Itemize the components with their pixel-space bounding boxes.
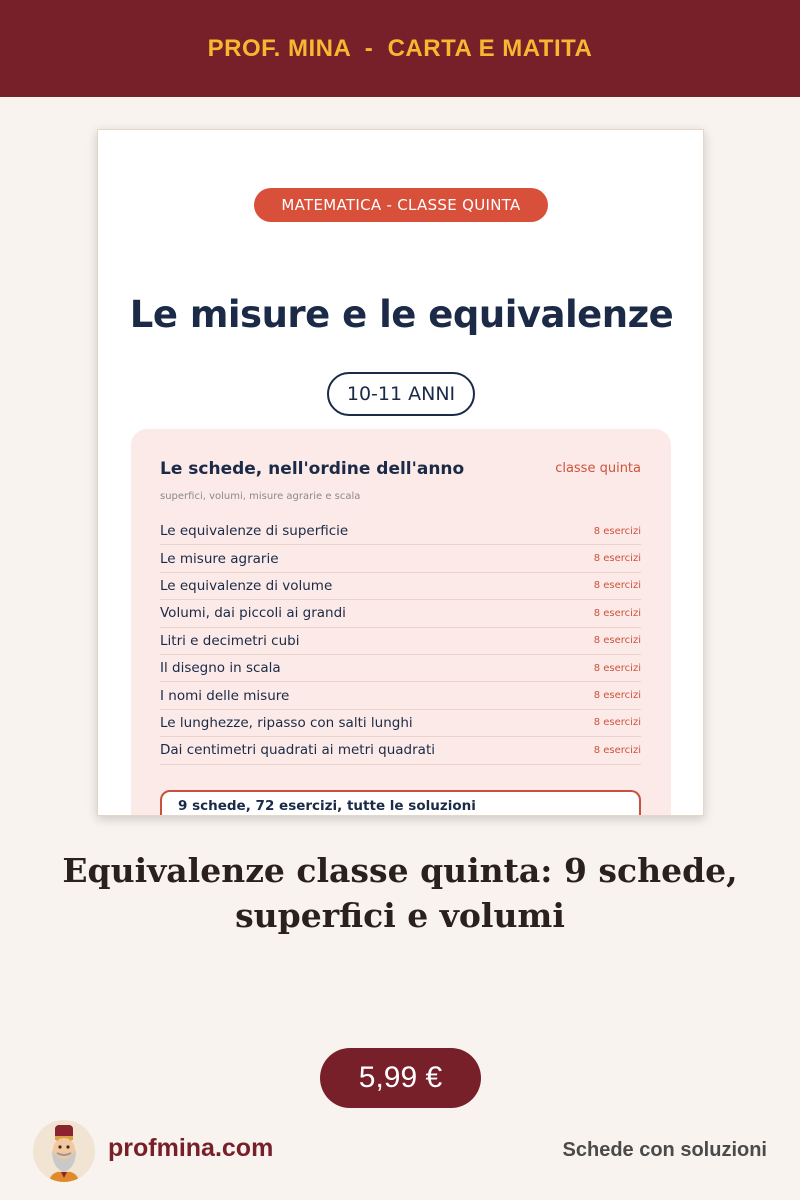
worksheet-name: Litri e decimetri cubi [160,632,300,649]
worksheet-name: I nomi delle misure [160,687,290,704]
summary-text: 9 schede, 72 esercizi, tutte le soluzioni [178,798,476,814]
worksheet-name: Le misure agrarie [160,550,279,567]
top-banner [0,0,800,97]
worksheet-name: Il disegno in scala [160,660,281,677]
list-item [160,573,641,600]
footer-note: Schede con soluzioni [562,1139,767,1161]
summary-box [160,790,641,816]
list-item [160,545,641,572]
worksheet-name: Volumi, dai piccoli ai grandi [160,605,346,622]
worksheet-name: Le equivalenze di superficie [160,523,349,540]
exercise-count: 8 esercizi [593,717,641,729]
panel-heading: Le schede, nell'ordine dell'anno [160,459,465,479]
exercise-count: 8 esercizi [593,635,641,647]
list-item [160,682,641,709]
worksheet-name: Le equivalenze di volume [160,577,333,594]
exercise-count: 8 esercizi [593,690,641,702]
product-preview-card[interactable] [97,129,704,816]
panel-subtitle: superfici, volumi, misure agrarie e scala [160,491,361,502]
site-link[interactable]: profmina.com [108,1134,274,1162]
exercise-count: 8 esercizi [593,580,641,592]
worksheet-list [160,518,641,765]
exercise-count: 8 esercizi [593,525,641,537]
list-item [160,518,641,545]
exercise-count: 8 esercizi [593,662,641,674]
price-badge[interactable]: 5,99 € [320,1048,481,1108]
age-badge: 10-11 ANNI [327,372,475,416]
worksheet-name: Dai centimetri quadrati ai metri quadrati [160,742,435,759]
list-item [160,600,641,627]
product-headline[interactable]: Equivalenze classe quinta: 9 schede, superfici e volumi [62,851,738,935]
exercise-count: 8 esercizi [593,607,641,619]
worksheet-index-panel [131,429,671,816]
professor-avatar-icon [33,1120,95,1182]
list-item [160,655,641,682]
brand-title: PROF. MINA - CARTA E MATITA [207,34,593,62]
list-item [160,628,641,655]
class-tag: classe quinta [555,461,641,476]
subject-badge: MATEMATICA - CLASSE QUINTA [254,188,548,222]
list-item [160,710,641,737]
exercise-count: 8 esercizi [593,744,641,756]
worksheet-title: Le misure e le equivalenze [129,293,674,336]
exercise-count: 8 esercizi [593,553,641,565]
list-item [160,737,641,764]
worksheet-name: Le lunghezze, ripasso con salti lunghi [160,714,413,731]
